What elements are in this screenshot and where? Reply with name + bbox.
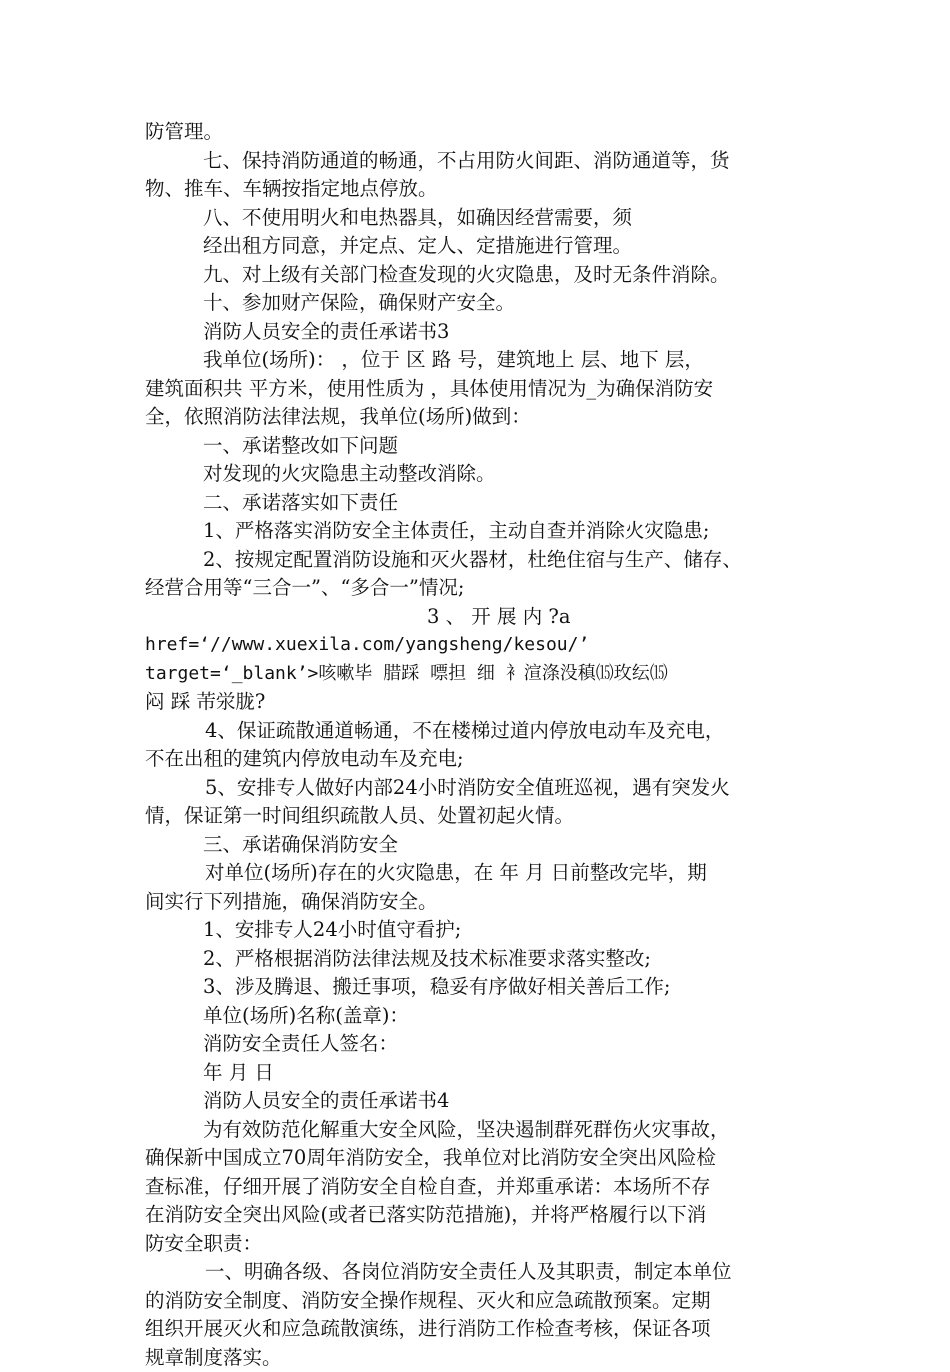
text-line: 年 月 日 (145, 1059, 810, 1088)
text-line: 我单位(场所)： ，位于 区 路 号，建筑地上 层、地下 层， (145, 346, 810, 375)
section-heading: 消防人员安全的责任承诺书3 (145, 318, 810, 347)
text-line: 不在出租的建筑内停放电动车及充电; (145, 745, 810, 774)
text-line: 闷 踩 芾泶胧? (145, 688, 810, 717)
text-line: 2、按规定配置消防设施和灭火器材，杜绝住宿与生产、储存、 (145, 546, 810, 575)
text-line: 建筑面积共 平方米，使用性质为 ，具体使用情况为_为确保消防安 (145, 375, 810, 404)
text-line: 经出租方同意，并定点、定人、定措施进行管理。 (145, 232, 810, 261)
text-line: 为有效防范化解重大安全风险，坚决遏制群死群伤火灾事故， (145, 1116, 810, 1145)
text-line: 间实行下列措施，确保消防安全。 (145, 888, 810, 917)
text-line: 九、对上级有关部门检查发现的火灾隐患，及时无条件消除。 (145, 261, 810, 290)
text-line: 物、推车、车辆按指定地点停放。 (145, 175, 810, 204)
text-line: 一、明确各级、各岗位消防安全责任人及其职责，制定本单位 (145, 1258, 810, 1287)
text-line: 防管理。 (145, 118, 810, 147)
text-line: 在消防安全突出风险(或者已落实防范措施)，并将严格履行以下消 (145, 1201, 810, 1230)
text-line: 的消防安全制度、消防安全操作规程、灭火和应急疏散预案。定期 (145, 1287, 810, 1316)
text-line: 1、严格落实消防安全主体责任，主动自查并消除火灾隐患; (145, 517, 810, 546)
text-line: href=‘//www.xuexila.com/yangsheng/kesou/’ (145, 631, 810, 660)
text-line: 组织开展灭火和应急疏散演练，进行消防工作检查考核，保证各项 (145, 1315, 810, 1344)
text-line: 全，依照消防法律法规，我单位(场所)做到： (145, 403, 810, 432)
text-line: 规章制度落实。 (145, 1344, 810, 1372)
text-line: 三、承诺确保消防安全 (145, 831, 810, 860)
text-line: 3、涉及腾退、搬迁事项，稳妥有序做好相关善后工作; (145, 973, 810, 1002)
text-line: 一、承诺整改如下问题 (145, 432, 810, 461)
text-line: 对发现的火灾隐患主动整改消除。 (145, 460, 810, 489)
text-line: 单位(场所)名称(盖章)： (145, 1002, 810, 1031)
text-line: 消防安全责任人签名： (145, 1030, 810, 1059)
text-line: 防安全职责： (145, 1230, 810, 1259)
text-line: 3 、 开 展 内 ?a (145, 603, 810, 632)
text-line: 十、参加财产保险，确保财产安全。 (145, 289, 810, 318)
document-body (145, 118, 810, 1372)
text-line: 二、承诺落实如下责任 (145, 489, 810, 518)
text-line: 八、不使用明火和电热器具，如确因经营需要，须 (145, 204, 810, 233)
text-line: 查标准，仔细开展了消防安全自检自查，并郑重承诺：本场所不存 (145, 1173, 810, 1202)
text-line: 情，保证第一时间组织疏散人员、处置初起火情。 (145, 802, 810, 831)
text-line: 4、保证疏散通道畅通，不在楼梯过道内停放电动车及充电， (145, 717, 810, 746)
text-line: 2、严格根据消防法律法规及技术标准要求落实整改; (145, 945, 810, 974)
text-line: 经营合用等“三合一”、“多合一”情况; (145, 574, 810, 603)
text-line: 5、安排专人做好内部24小时消防安全值班巡视，遇有突发火 (145, 774, 810, 803)
text-line: 对单位(场所)存在的火灾隐患，在 年 月 日前整改完毕，期 (145, 859, 810, 888)
text-line: 1、安排专人24小时值守看护; (145, 916, 810, 945)
section-heading: 消防人员安全的责任承诺书4 (145, 1087, 810, 1116)
text-line: 确保新中国成立70周年消防安全，我单位对比消防安全突出风险检 (145, 1144, 810, 1173)
text-line: 七、保持消防通道的畅通，不占用防火间距、消防通道等，货 (145, 147, 810, 176)
text-line: target=‘_blank’>咳嗽毕 腊踩 嘌担 细 衤渲涤没稹⒂玫纭⒂ (145, 660, 810, 689)
